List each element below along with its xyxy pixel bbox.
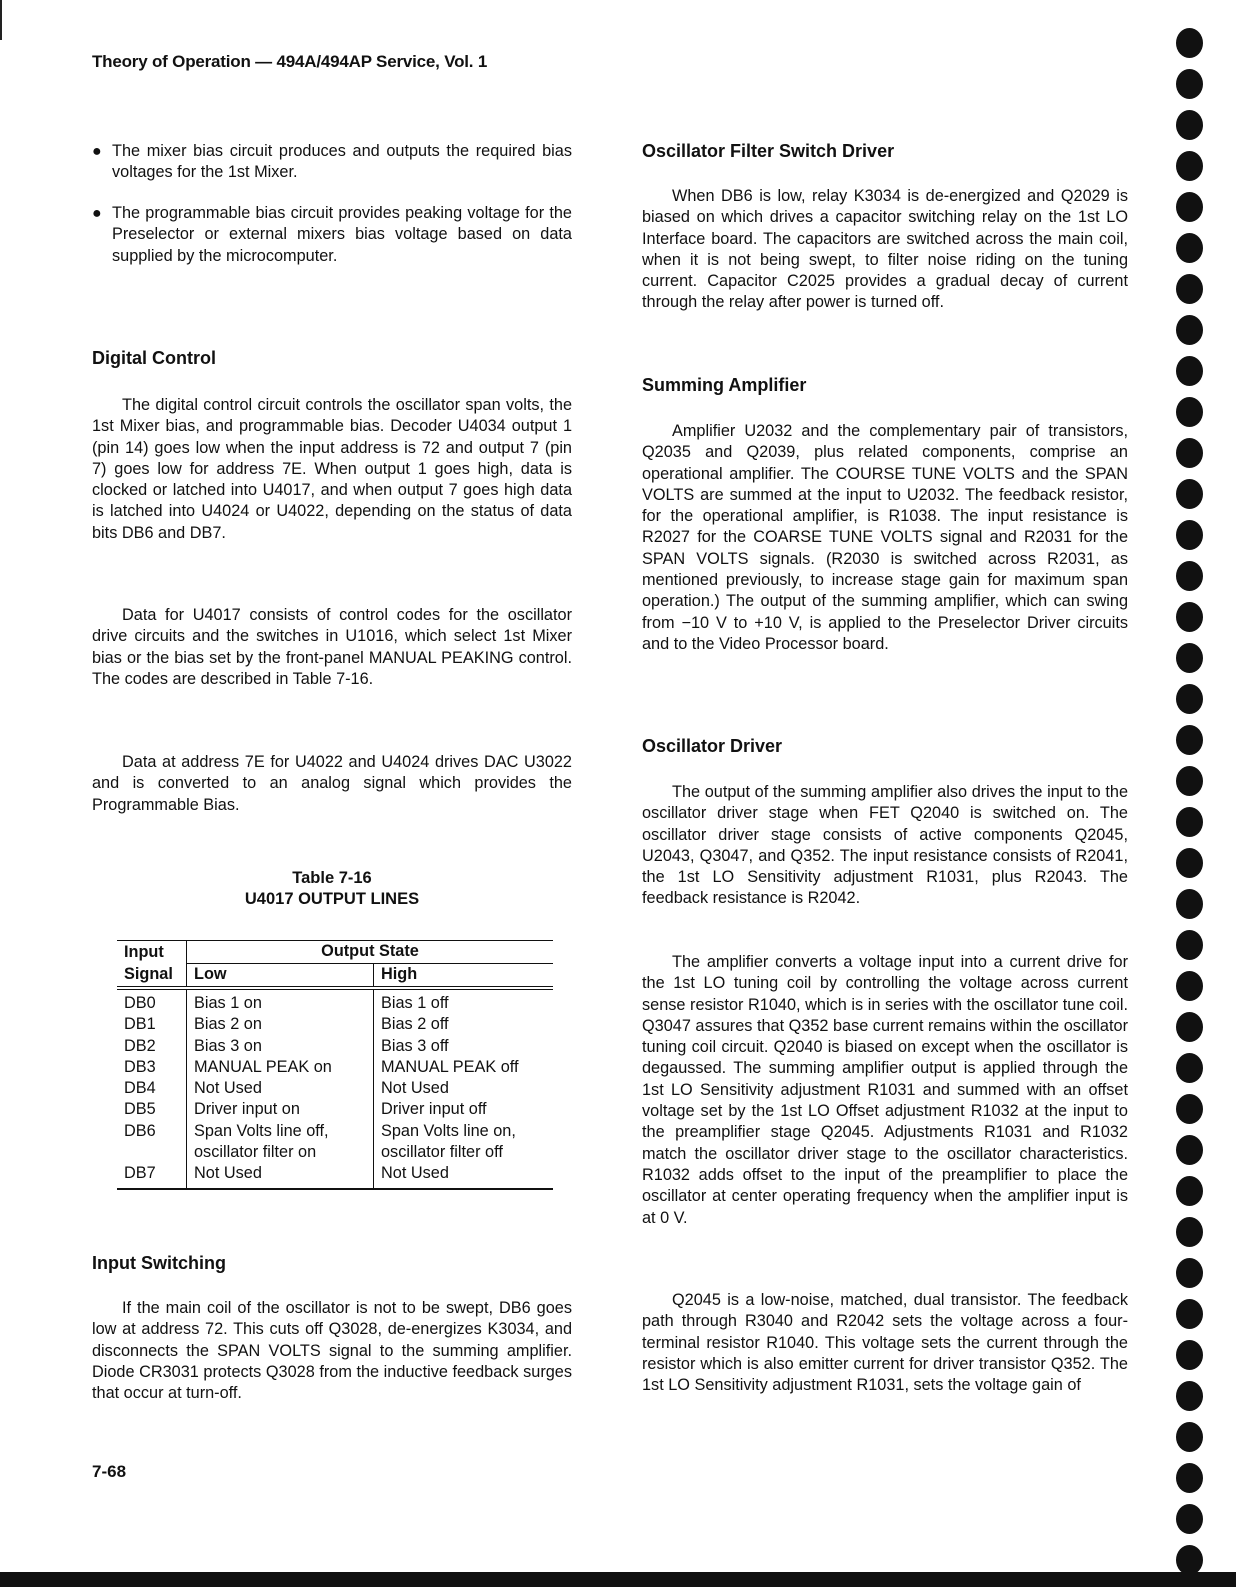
- table-header-input: Input: [117, 941, 187, 964]
- punch-hole-icon: [1176, 274, 1203, 304]
- cell-signal: DB1: [117, 1014, 187, 1035]
- cell-signal: DB2: [117, 1036, 187, 1057]
- punch-hole-icon: [1176, 110, 1203, 140]
- punch-hole-icon: [1176, 1217, 1203, 1247]
- punch-hole-icon: [1176, 1299, 1203, 1329]
- punch-hole-icon: [1176, 807, 1203, 837]
- punch-hole-icon: [1176, 397, 1203, 427]
- punch-hole-icon: [1176, 848, 1203, 878]
- cell-high: Not Used: [381, 1164, 449, 1183]
- punch-hole-icon: [1176, 28, 1203, 58]
- punch-hole-icon: [1176, 69, 1203, 99]
- table-title: U4017 OUTPUT LINES: [244, 890, 420, 908]
- section-heading: Input Switching: [92, 1253, 226, 1273]
- paragraph: Data for U4017 consists of control codes for the oscillator drive circuits and the switches in U1016, which select 1st Mixer bias or the bias set by the front-panel MANUAL PEAKING control. The codes are described in Table 7-16.: [92, 606, 572, 688]
- punch-hole-icon: [1176, 1463, 1203, 1493]
- punch-hole-icon: [1176, 1012, 1203, 1042]
- punch-hole-icon: [1176, 1176, 1203, 1206]
- punch-hole-icon: [1176, 930, 1203, 960]
- cell-low: Bias 2 on: [187, 1014, 374, 1035]
- punch-hole-icon: [1176, 684, 1203, 714]
- table-row: [117, 1014, 553, 1035]
- cell-high: Driver input off: [381, 1100, 487, 1119]
- cell-low: Span Volts line off,: [187, 1121, 374, 1142]
- punch-hole-icon: [1176, 725, 1203, 755]
- punch-hole-icon: [1176, 315, 1203, 345]
- bullet-text: The mixer bias circuit produces and outputs the required bias voltages for the 1st Mixer.: [112, 142, 572, 182]
- punch-hole-icon: [1176, 1135, 1203, 1165]
- cell-signal: DB6: [117, 1121, 187, 1142]
- punch-hole-icon: [1176, 233, 1203, 263]
- punch-hole-icon: [1176, 356, 1203, 386]
- cell-low: MANUAL PEAK on: [187, 1057, 374, 1078]
- table-header-low: Low: [187, 964, 374, 989]
- cell-low: Driver input on: [187, 1099, 374, 1120]
- bullet-icon: ●: [92, 143, 102, 160]
- table-caption: [92, 868, 572, 910]
- section-heading: Summing Amplifier: [642, 375, 807, 395]
- table-number: Table 7-16: [292, 869, 372, 887]
- cell-signal: [117, 1142, 187, 1163]
- paragraph: The digital control circuit controls the oscillator span volts, the 1st Mixer bias, and programmable bias. Decoder U4034 output 1 (pin 14) goes low when the input address is 72 and output 7 (pin 7) goes low for address 7E. When output 1 goes high, data is clocked or latched into U4017, and when output 7 goes high data is latched into U4024 or U4022, depending on the status of data bits DB6 and DB7.: [92, 396, 572, 542]
- cell-low: oscillator filter on: [187, 1142, 374, 1163]
- section-heading: Oscillator Filter Switch Driver: [642, 141, 895, 161]
- bullet-icon: ●: [92, 205, 102, 222]
- cell-signal: DB4: [117, 1078, 187, 1099]
- punch-hole-icon: [1176, 151, 1203, 181]
- paragraph: Q2045 is a low-noise, matched, dual transistor. The feedback path through R3040 and R2042 sets the voltage across a four-terminal resistor R1040. This voltage sets the current through the resistor which is also emitter current for driver transistor Q352. The 1st LO Sensitivity adjustment R1031, sets the voltage gain of: [642, 1291, 1128, 1395]
- table-row: [117, 1036, 553, 1057]
- scan-bottom-edge: [0, 1572, 1236, 1587]
- punch-hole-icon: [1176, 1053, 1203, 1083]
- punch-hole-icon: [1176, 889, 1203, 919]
- output-lines-table: [117, 940, 553, 1190]
- table-header-signal: Signal: [117, 964, 187, 989]
- scan-edge-mark: [0, 0, 2, 40]
- punch-hole-icon: [1176, 561, 1203, 591]
- table-row: [117, 1099, 553, 1120]
- cell-high: Span Volts line on,: [381, 1121, 516, 1140]
- punch-hole-icon: [1176, 438, 1203, 468]
- bullet-item: [92, 141, 572, 184]
- paragraph: Data at address 7E for U4022 and U4024 drives DAC U3022 and is converted to an analog signal which provides the Programmable Bias.: [92, 753, 572, 814]
- table-header-high: High: [381, 965, 418, 984]
- punch-hole-icon: [1176, 766, 1203, 796]
- punch-hole-icon: [1176, 602, 1203, 632]
- section-heading: Oscillator Driver: [642, 736, 783, 756]
- punch-hole-icon: [1176, 643, 1203, 673]
- paragraph: Amplifier U2032 and the complementary pair of transistors, Q2035 and Q2039, plus related components, comprise an operational amplifier. The COURSE TUNE VOLTS and the SPAN VOLTS are summed at the input to U2032. The feedback resistor, for the operational amplifier, is R1038. The input resistance is R2027 for the COARSE TUNE VOLTS signal and R2031 for the SPAN VOLTS signals. (R2030 is switched across R2031, as mentioned previously, to increase stage gain for maximum span operation.) The output of the summing amplifier, which can swing from −10 V to +10 V, is applied to the Preselector Driver circuits and to the Video Processor board.: [642, 422, 1128, 653]
- cell-signal: DB3: [117, 1057, 187, 1078]
- punch-hole-icon: [1176, 1504, 1203, 1534]
- table-row: [117, 988, 553, 1014]
- table-header-output-state: Output State: [187, 941, 554, 964]
- table-row: [117, 1121, 553, 1142]
- cell-high: oscillator filter off: [381, 1143, 503, 1162]
- bullet-item: [92, 203, 572, 267]
- cell-signal: DB7: [117, 1163, 187, 1188]
- punch-hole-icon: [1176, 1545, 1203, 1575]
- cell-low: Not Used: [187, 1078, 374, 1099]
- punch-hole-icon: [1176, 1340, 1203, 1370]
- punch-hole-icon: [1176, 971, 1203, 1001]
- cell-low: Bias 3 on: [187, 1036, 374, 1057]
- punch-hole-icon: [1176, 1258, 1203, 1288]
- cell-high: Not Used: [381, 1079, 449, 1098]
- punch-hole-icon: [1176, 192, 1203, 222]
- cell-high: MANUAL PEAK off: [381, 1057, 519, 1076]
- paragraph: The output of the summing amplifier also drives the input to the oscillator driver stage when FET Q2040 is switched on. The oscillator driver stage consists of active components Q2045, U2043, Q3047, and Q352. The input resistance consists of R2041, the 1st LO Sensitivity adjustment R1031, plus R2043. The feedback resistance is R2042.: [642, 783, 1128, 908]
- cell-high: Bias 2 off: [381, 1015, 449, 1034]
- table-row: [117, 1163, 553, 1188]
- bullet-text: The programmable bias circuit provides peaking voltage for the Preselector or external mixers bias voltage based on data supplied by the microcomputer.: [112, 204, 572, 265]
- table-row: [117, 1142, 553, 1163]
- cell-high: Bias 1 off: [381, 994, 449, 1012]
- cell-low: Bias 1 on: [187, 988, 374, 1014]
- cell-high: Bias 3 off: [381, 1036, 449, 1055]
- cell-signal: DB5: [117, 1099, 187, 1120]
- section-heading: Digital Control: [92, 348, 216, 368]
- paragraph: If the main coil of the oscillator is not to be swept, DB6 goes low at address 72. This cuts off Q3028, de-energizes K3034, and disconnects the SPAN VOLTS signal to the summing amplifier. Diode CR3031 protects Q3028 from the inductive feedback surges that occur at turn-off.: [92, 1299, 572, 1403]
- paragraph: When DB6 is low, relay K3034 is de-energized and Q2029 is biased on which drives a capacitor switching relay on the 1st LO Interface board. The capacitors are switched across the main coil, when it is not being swept, to filter noise riding on the tuning current. Capacitor C2025 provides a gradual decay of current through the relay after power is turned off.: [642, 187, 1128, 312]
- paragraph: The amplifier converts a voltage input into a current drive for the 1st LO tuning coil by controlling the voltage across current sense resistor R1040, which is in series with the oscillator tune coil. Q3047 assures that Q352 base current remains within the oscillator tuning coil circuit. Q2040 is biased on except when the oscillator is degaussed. The summing amplifier output is applied through the 1st LO Sensitivity adjustment R1031 and summed with an offset voltage set by the 1st LO Offset adjustment R1032 at the input to the preamplifier stage Q2045. Adjustments R1031 and R1032 match the oscillator driver stage to the oscillator characteristics. R1032 adds offset to the input of the preamplifier to place the oscillator at center operating frequency when the amplifier input is at 0 V.: [642, 953, 1128, 1227]
- punch-hole-icon: [1176, 520, 1203, 550]
- punch-hole-icon: [1176, 1094, 1203, 1124]
- punch-hole-icon: [1176, 1381, 1203, 1411]
- cell-low: Not Used: [187, 1163, 374, 1188]
- table-row: [117, 1078, 553, 1099]
- table-row: [117, 1057, 553, 1078]
- punch-hole-icon: [1176, 1422, 1203, 1452]
- page-number: 7-68: [92, 1462, 127, 1481]
- running-header: Theory of Operation — 494A/494AP Service, Vol. 1: [92, 52, 488, 71]
- cell-signal: DB0: [117, 988, 187, 1014]
- punch-hole-icon: [1176, 479, 1203, 509]
